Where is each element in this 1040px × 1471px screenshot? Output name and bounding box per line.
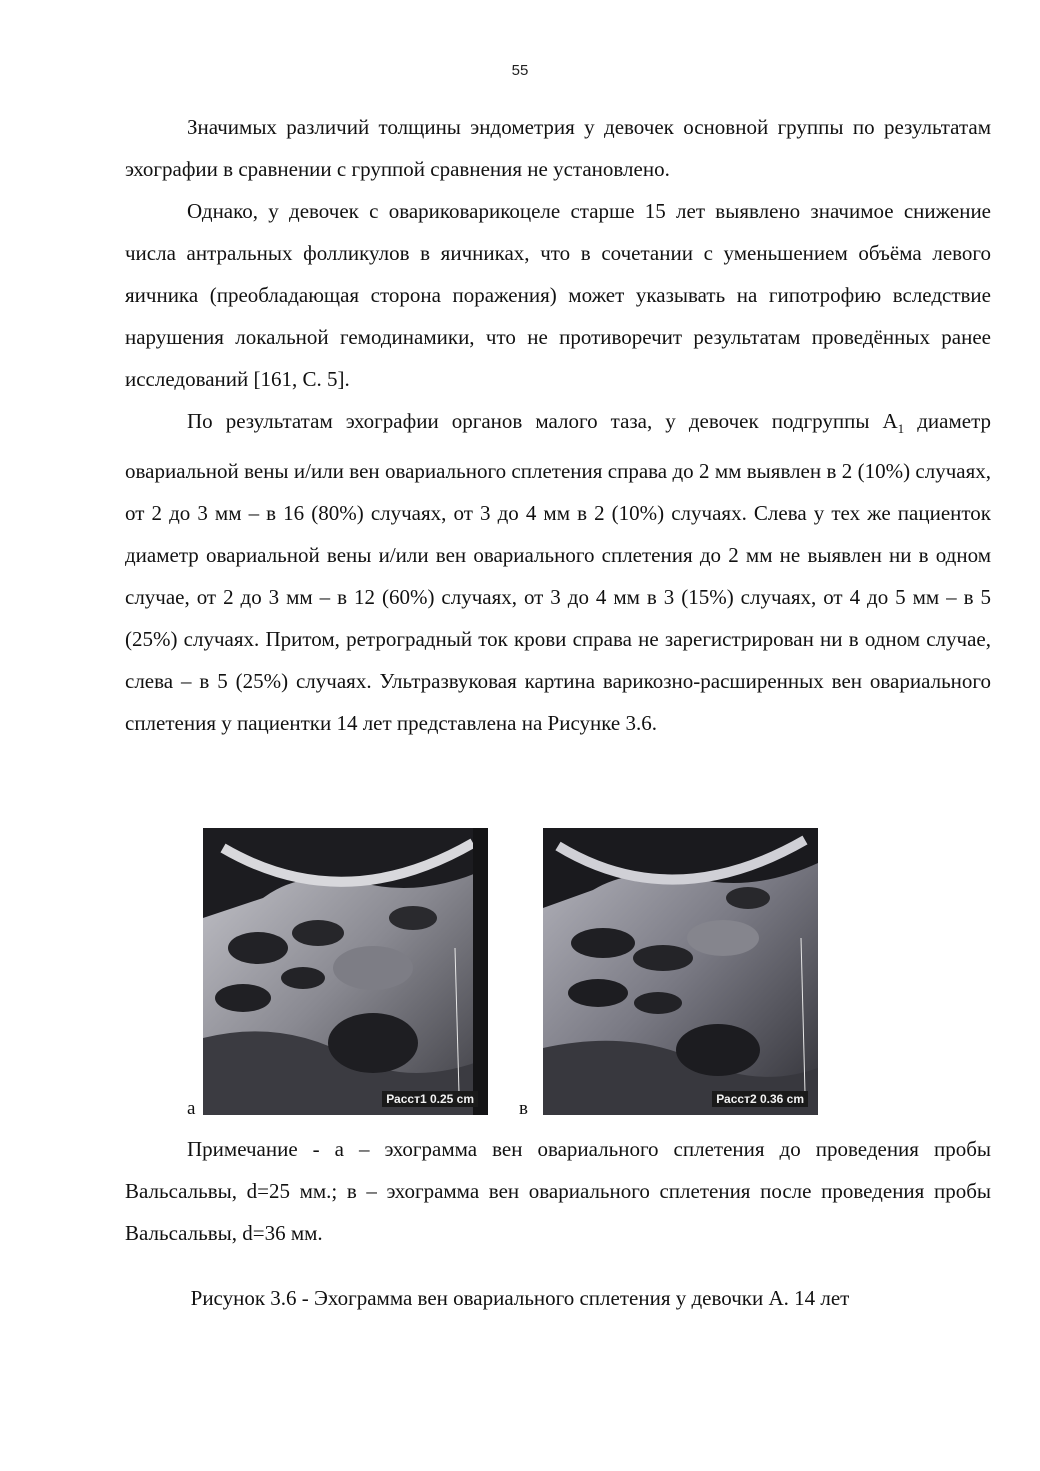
subgroup-subscript: 1: [897, 421, 905, 437]
distance-readout-b: Расст2 0.36 cm: [712, 1091, 808, 1107]
ultrasound-image-a: [203, 828, 488, 1115]
figure-letter-b: в: [519, 1098, 528, 1119]
paragraph-endometrium: Значимых различий толщины эндометрия у девочек основной группы по результатам эхографии в сравнении с группой сравнения не установлено.: [125, 115, 991, 181]
paragraph-antral-follicles: Однако, у девочек с овариковарикоцеле старше 15 лет выявлено значимое снижение числа антральных фолликулов в яичниках, что в сочетании с уменьшением объёма левого яичника (преобладающая сторона поражения) может указывать на гипотрофию вследствие нарушения локальной гемодинамики, что не противоречит результатам проведённых ранее исследований [161, С. 5].: [125, 199, 991, 391]
figure-letter-a: а: [187, 1098, 196, 1119]
body-text: [125, 106, 991, 744]
ultrasound-image-b: [543, 828, 818, 1115]
figure-caption: Рисунок 3.6 - Эхограмма вен овариального сплетения у девочки А. 14 лет: [190, 1286, 850, 1310]
paragraph-vein-diameter: [125, 400, 991, 744]
figure-note: Примечание - а – эхограмма вен овариального сплетения до проведения пробы Вальсальвы, d=25 мм.; в – эхограмма вен овариального сплетения после проведения пробы Вальсальвы, d=36 мм.: [125, 1137, 991, 1245]
paragraph-vein-diameter-start: По результатам эхографии органов малого таза, у девочек подгруппы А: [187, 409, 898, 433]
paragraph-vein-diameter-rest: диаметр овариальной вены и/или вен овариального сплетения справа до 2 мм выявлен в 2 (10%) случаях, от 2 до 3 мм – в 16 (80%) случаях, от 3 до 4 мм в 2 (10%) случаях. Слева у тех же пациенток диаметр овариальной вены и/или вен овариального сплетения до 2 мм не выявлен ни в одном случае, от 2 до 3 мм – в 12 (60%) случаях, от 3 до 4 мм в 3 (15%) случаях, от 4 до 5 мм – в 5 (25%) случаях. Притом, ретроградный ток крови справа не зарегистрирован ни в одном случае, слева – в 5 (25%) случаях. Ультразвуковая картина варикозно-расширенных вен овариального сплетения у пациентки 14 лет представлена на Рисунке 3.6.: [125, 409, 992, 736]
distance-readout-a: Расст1 0.25 cm: [382, 1091, 478, 1107]
page-number: 55: [511, 62, 529, 79]
ultrasound-scan-b: [543, 828, 818, 1115]
ultrasound-scan-a: [203, 828, 488, 1115]
